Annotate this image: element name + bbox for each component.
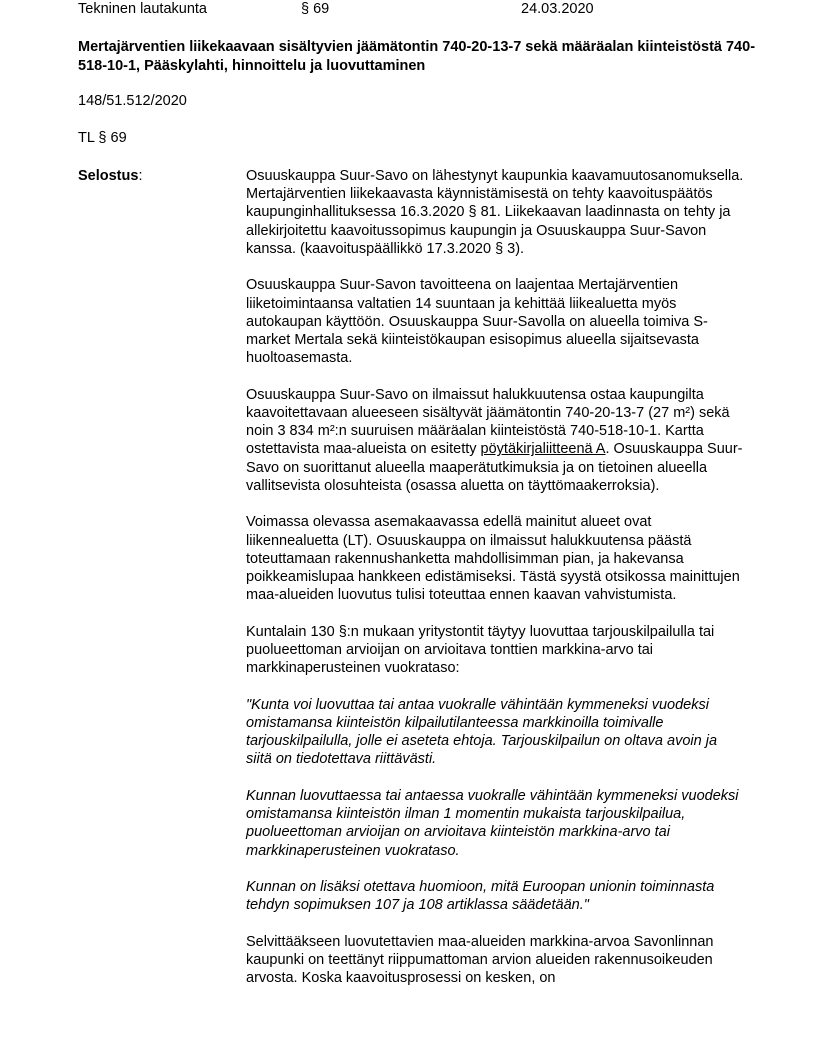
paragraph-3-text-b: . Osuuskauppa Suur-Savo on suorittanut alueella maaperätutkimuksia ja on tietoinen alueella vallitsevista olosuhteista (osassa aluetta on täyttömaakerroksia). (246, 441, 743, 494)
tl-reference: TL § 69 (78, 130, 127, 146)
section-label (78, 167, 142, 185)
paragraph-6: Selvittääkseen luovutettavien maa-alueiden markkina-arvoa Savonlinnan kaupunki on teettänyt riippumattoman arvion alueiden rakennusoikeuden arvosta. Koska kaavoitusprosessi on kesken, on (246, 934, 714, 987)
law-quote-1: "Kunta voi luovuttaa tai antaa vuokralle vähintään kymmeneksi vuodeksi omistamansa kiinteistön kilpailutilanteessa markkinoilla toimivalle tarjouskilpailulla, jolle ei aseteta ehtoja. Tarjouskilpailun on oltava avoin ja siitä on tiedotettava riittävästi. (246, 696, 718, 768)
paragraph-3 (246, 386, 746, 495)
section-label-colon: : (138, 168, 143, 184)
document-header (78, 0, 778, 20)
diary-number: 148/51.512/2020 (78, 93, 187, 109)
paragraph-1: Osuuskauppa Suur-Savo on lähestynyt kaupunkia kaavamuutosanomuksella. Mertajärventien liikekaavasta käynnistämisestä on tehty kaavoituspäätös kaupunginhallituksessa 16.3.2020 § 81. Liikekaavan laadinnasta on tehty ja allekirjoitettu kaavoitussopimus kaupungin ja Osuuskauppa Suur-Savon kanssa. (kaavoituspäällikkö 17.3.2020 § 3). (246, 168, 744, 257)
paragraph-3-text-a: Osuuskauppa Suur-Savo on ilmaissut halukkuutensa ostaa kaupungilta kaavoitettavaan alueeseen sisältyvät jäämätontin 740-20-13-7 (27 m²) sekä noin 3 834 m²:n suuruisen määräalan kiinteistöstä 740-518-10-1. Kartta ostettavista maa-alueista on esitetty (246, 386, 730, 458)
paragraph-5: Kuntalain 130 §:n mukaan yritystontit täytyy luovuttaa tarjouskilpailulla tai puolueettoman arvioijan on arvioitava tonttien markkina-arvo tai markkinaperusteinen vuokrataso: (246, 623, 715, 677)
page-title: Mertajärventien liikekaavaan sisältyvien jäämätontin 740-20-13-7 sekä määräalan kiinteistöstä 740-518-10-1, Pääskylahti, hinnoittelu ja luovuttaminen (78, 39, 756, 74)
law-quote-3: Kunnan on lisäksi otettava huomioon, mitä Euroopan unionin toiminnasta tehdyn sopimuksen 107 ja 108 artiklassa säädetään." (246, 879, 715, 914)
law-quote-2: Kunnan luovuttaessa tai antaessa vuokralle vähintään kymmeneksi vuodeksi omistamansa kiinteistön ilman 1 momentin mukaista tarjouskilpailua, puolueettoman arvioijan on arvioitava kiinteistön markkina-arvo tai markkinaperusteinen vuokrataso. (246, 788, 739, 859)
section-number: § 69 (301, 1, 330, 17)
committee-name: Tekninen lautakunta (78, 1, 207, 17)
description-body (246, 167, 746, 1006)
section-label-text: Selostus (78, 168, 139, 184)
paragraph-2: Osuuskauppa Suur-Savon tavoitteena on laajentaa Mertajärventien liiketoimintaansa valtatien 14 suuntaan ja kehittää liikealuetta myös autokaupan käyttöön. Osuuskauppa Suur-Savolla on alueella toimiva S-market Mertala sekä kiinteistökaupan esisopimus alueella sijaitsevasta huoltoasemasta. (246, 277, 708, 367)
attachment-a-link[interactable]: pöytäkirjaliitteenä A (480, 441, 606, 458)
paragraph-4: Voimassa olevassa asemakaavassa edellä mainitut alueet ovat liikennealuetta (LT). Osuuskauppa on ilmaissut halukkuutensa päästä toteuttamaan rakennushanketta mahdollisimman pian, ja hakevansa poikkeamislupaa hankkeen edistämiseksi. Tästä syystä otsikossa mainittujen maa-alueiden luovutus tulisi toteuttaa ennen kaavan vahvistumista. (246, 514, 740, 604)
meeting-date: 24.03.2020 (521, 1, 594, 17)
